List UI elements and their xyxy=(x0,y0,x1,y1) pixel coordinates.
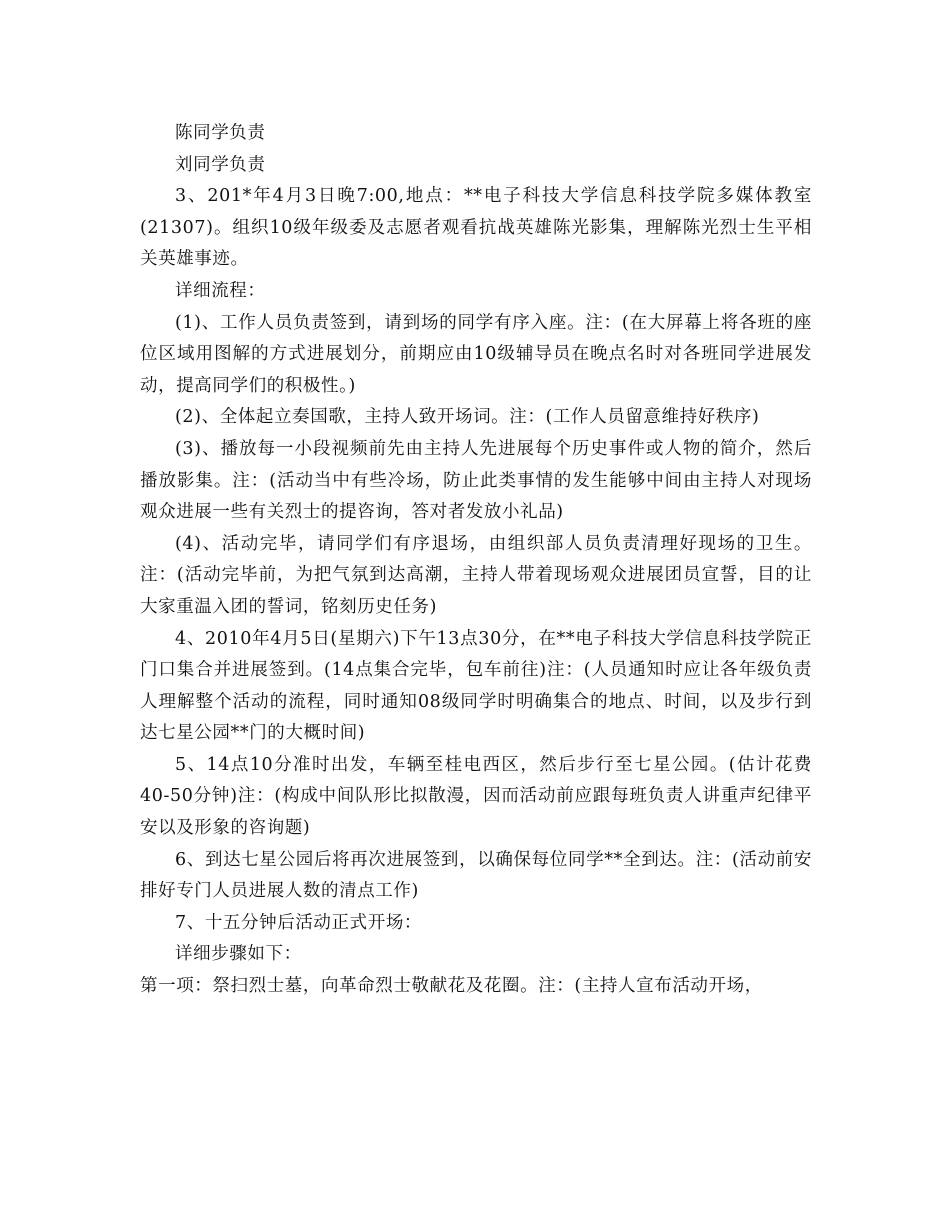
paragraph-step-3: (3)、播放每一小段视频前先由主持人先进展每个历史事件或人物的简介，然后播放影集。注：(活动当中有些冷场，防止此类事情的发生能够中间由主持人对现场观众进展一些有关烈士的提咨询，答对者发放小礼品) xyxy=(140,438,812,523)
paragraph-item-7: 7、十五分钟后活动正式开场： xyxy=(175,912,423,933)
paragraph-detailed-steps: 详细步骤如下： xyxy=(175,944,302,965)
paragraph-responsible-liu: 刘同学负责 xyxy=(175,154,266,175)
paragraph-first-item: 第一项：祭扫烈士墓，向革命烈士敬献花及花圈。注：(主持人宣布活动开场， xyxy=(140,976,763,997)
paragraph-item-6: 6、到达七星公园后将再次进展签到，以确保每位同学**全到达。注：(活动前安排好专门人员进展人数的清点工作) xyxy=(140,849,812,902)
paragraph-step-2: (2)、全体起立奏国歌，主持人致开场词。注：(工作人员留意维持好秩序) xyxy=(175,407,760,428)
paragraph-item-4: 4、2010年4月5日(星期六)下午13点30分，在**电子科技大学信息科技学院正门口集合并进展签到。(14点集合完毕，包车前往)注：(人员通知时应让各年级负责人理解整个活动的流程，同时通知08级同学时明确集合的地点、时间，以及步行到达七星公园**门的大概时间) xyxy=(140,628,812,744)
paragraph-step-4: (4)、活动完毕，请同学们有序退场，由组织部人员负责清理好现场的卫生。注：(活动完毕前，为把气氛到达高潮，主持人带着现场观众进展团员宣誓，目的让大家重温入团的誓词，铭刻历史任务) xyxy=(140,533,812,617)
paragraph-responsible-chen: 陈同学负责 xyxy=(175,123,266,143)
paragraph-detailed-process: 详细流程： xyxy=(175,280,266,301)
document-body xyxy=(140,118,812,1003)
paragraph-item-3: 3、201*年4月3日晚7:00,地点：**电子科技大学信息科技学院多媒体教室(21307)。组织10级年级委及志愿者观看抗战英雄陈光影集，理解陈光烈士生平相关英雄事迹。 xyxy=(140,186,812,270)
paragraph-item-5: 5、14点10分准时出发，车辆至桂电西区，然后步行至七星公园。(估计花费40-50分钟)注：(构成中间队形比拟散漫，因而活动前应跟每班负责人讲重声纪律平安以及形象的咨询题) xyxy=(140,754,812,839)
paragraph-step-1: (1)、工作人员负责签到，请到场的同学有序入座。注：(在大屏幕上将各班的座位区域用图解的方式进展划分，前期应由10级辅导员在晚点名时对各班同学进展发动，提高同学们的积极性。) xyxy=(140,312,812,396)
